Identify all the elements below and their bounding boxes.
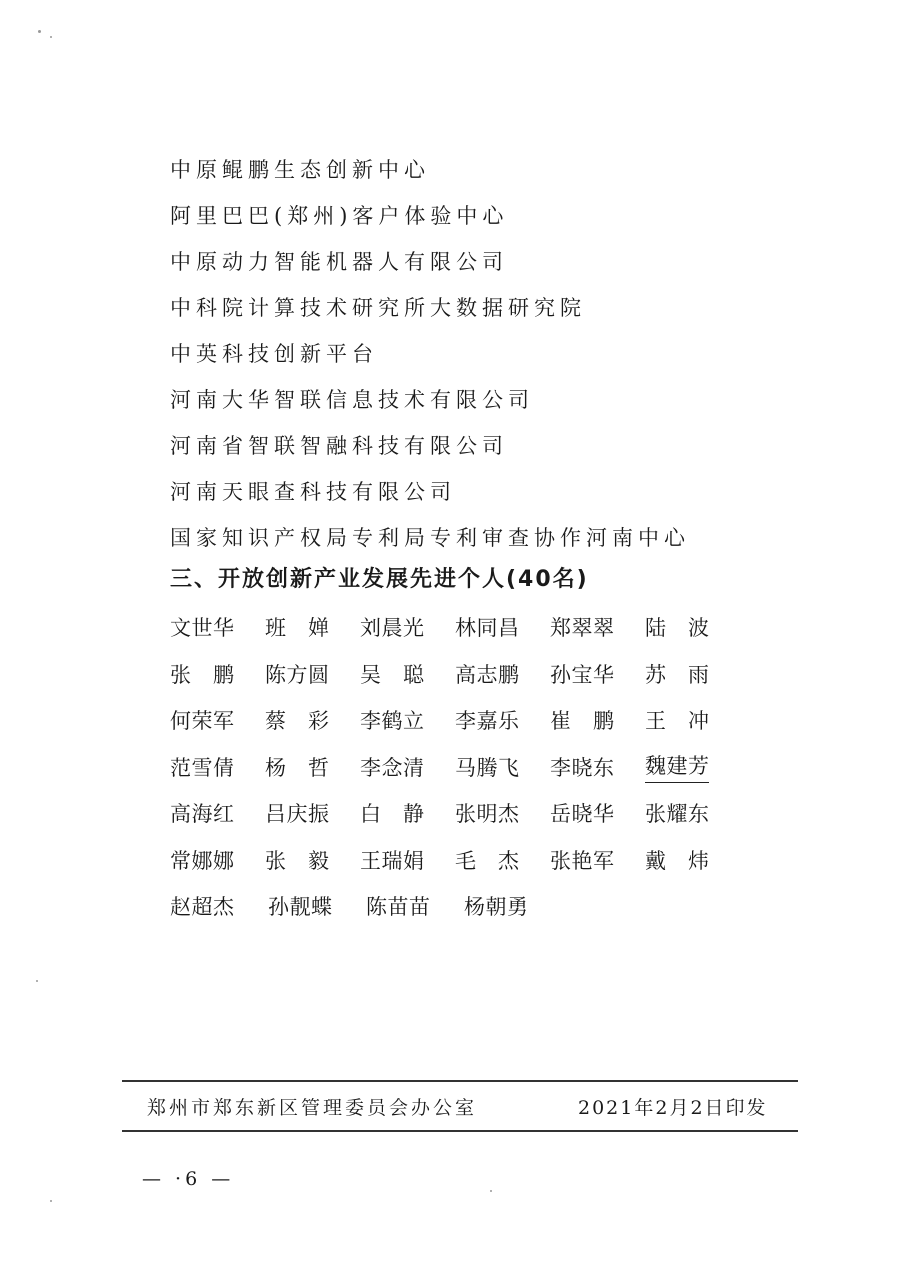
individual-name: 李 嘉 乐 xyxy=(455,709,519,734)
individual-name: 郑 翠 翠 xyxy=(550,616,614,641)
organization-item: 阿里巴巴(郑州)客户体验中心 xyxy=(170,204,509,228)
individual-name: 李 鹤 立 xyxy=(360,709,424,734)
individual-name: 李 晓 东 xyxy=(550,755,614,780)
individual-name: 马 腾 飞 xyxy=(455,755,519,780)
organization-item: 中原鲲鹏生态创新中心 xyxy=(170,158,430,182)
individual-name: 魏 建 芳 xyxy=(645,750,740,783)
individual-name: 文 世 华 xyxy=(170,616,234,641)
individual-name: 孙 宝 华 xyxy=(550,662,614,687)
individual-name: 戴 炜 xyxy=(645,848,709,873)
individual-name: 陈 苗 苗 xyxy=(366,895,430,920)
individual-name: 崔 鹏 xyxy=(550,709,614,734)
footer-top-rule xyxy=(122,1080,798,1082)
individual-name: 李 念 清 xyxy=(360,755,424,780)
scan-speck xyxy=(490,1190,492,1192)
individuals-row xyxy=(170,604,740,651)
individual-name: 杨 哲 xyxy=(265,755,329,780)
individuals-grid xyxy=(170,604,740,930)
individual-name: 张 明 杰 xyxy=(455,802,519,827)
individual-name: 张 鹏 xyxy=(170,662,234,687)
individual-name: 常 娜 娜 xyxy=(170,848,234,873)
scan-speck xyxy=(38,30,41,33)
section-title: 三、开放创新产业发展先进个人(40名) xyxy=(170,567,589,592)
individual-name: 蔡 彩 xyxy=(265,709,329,734)
footer-bottom-rule xyxy=(122,1130,798,1132)
individual-name: 孙 靓 蝶 xyxy=(268,895,332,920)
organization-item: 中科院计算技术研究所大数据研究院 xyxy=(170,296,586,320)
individual-name: 刘 晨 光 xyxy=(360,616,424,641)
individuals-row xyxy=(170,651,740,698)
individual-name: 王 冲 xyxy=(645,709,709,734)
individual-name: 张 艳 军 xyxy=(550,848,614,873)
individual-name: 高 志 鹏 xyxy=(455,662,519,687)
organization-item: 河南大华智联信息技术有限公司 xyxy=(170,388,534,412)
individual-name: 杨 朝 勇 xyxy=(464,895,528,920)
individual-name: 高 海 红 xyxy=(170,802,234,827)
footer-date: 2021年2月2日印发 xyxy=(578,1097,768,1119)
individual-name: 何 荣 军 xyxy=(170,709,234,734)
individual-name: 吴 聪 xyxy=(360,662,424,687)
individual-name: 王 瑞 娟 xyxy=(360,848,424,873)
individuals-row xyxy=(170,697,740,744)
individual-name: 吕 庆 振 xyxy=(265,802,329,827)
individual-name: 陆 波 xyxy=(645,616,709,641)
individual-name: 张 毅 xyxy=(265,848,329,873)
scan-speck xyxy=(36,980,38,982)
organization-item: 河南天眼查科技有限公司 xyxy=(170,480,456,504)
organization-item: 中原动力智能机器人有限公司 xyxy=(170,250,508,274)
organization-item: 国家知识产权局专利局专利审查协作河南中心 xyxy=(170,526,690,550)
individuals-row xyxy=(170,744,740,791)
individual-name: 班 婵 xyxy=(265,616,329,641)
individuals-row xyxy=(170,837,740,884)
individual-name: 林 同 昌 xyxy=(455,616,519,641)
organization-item: 中英科技创新平台 xyxy=(170,342,378,366)
individuals-row xyxy=(170,790,740,837)
scan-speck xyxy=(50,1200,52,1202)
individual-name: 岳 晓 华 xyxy=(550,802,614,827)
page-number: — ·6 — xyxy=(142,1168,235,1190)
individual-name: 苏 雨 xyxy=(645,662,709,687)
individual-name: 白 静 xyxy=(360,802,424,827)
individual-name: 陈 方 圆 xyxy=(265,662,329,687)
individual-name: 赵 超 杰 xyxy=(170,895,234,920)
individuals-row xyxy=(170,883,740,930)
scan-speck xyxy=(50,36,52,38)
organization-list xyxy=(170,152,690,566)
organization-item: 河南省智联智融科技有限公司 xyxy=(170,434,508,458)
individual-name: 张 耀 东 xyxy=(645,802,709,827)
footer-issuer: 郑州市郑东新区管理委员会办公室 xyxy=(147,1097,478,1119)
individual-name: 毛 杰 xyxy=(455,848,519,873)
individual-name: 范 雪 倩 xyxy=(170,755,234,780)
